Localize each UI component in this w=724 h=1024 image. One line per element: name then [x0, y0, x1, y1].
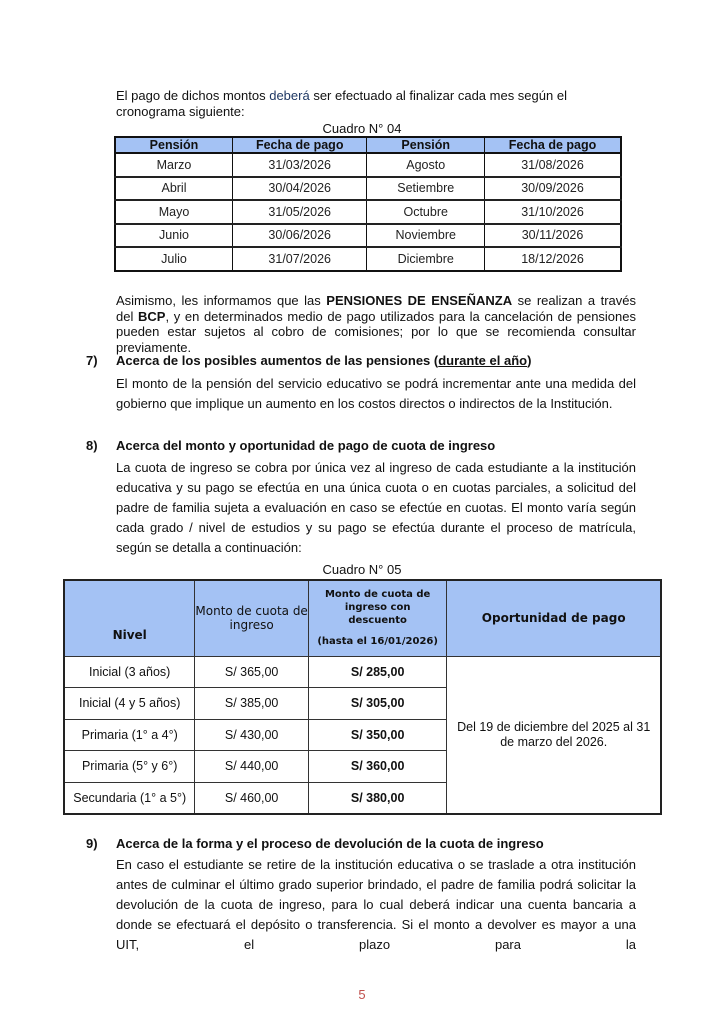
- header-fecha-1: Fecha de pago: [232, 137, 366, 153]
- pension-month: Julio: [115, 247, 232, 271]
- bcp-bold-pensiones: PENSIONES DE ENSEÑANZA: [326, 293, 513, 308]
- payment-date: 30/04/2026: [232, 177, 366, 201]
- header-fecha-2: Fecha de pago: [485, 137, 621, 153]
- bcp-text-2: se realizan a través del: [116, 293, 636, 324]
- monto-cell: S/ 440,00: [195, 751, 309, 783]
- header-pension-1: Pensión: [115, 137, 232, 153]
- pension-month: Setiembre: [367, 177, 485, 201]
- section8-body: La cuota de ingreso se cobra por única vez al ingreso de cada estudiante a la institución educativa y su pago se efectúa en una única cuota o en cuotas parciales, a solicitud del padre de familia sujeta a evaluación en caso se efectúe en cuotas. El monto varía según cada grado / nivel de estudios y su pago se efectúa durante el proceso de matrícula, según se detalla a continuación:: [116, 460, 636, 555]
- descuento-cell: S/ 305,00: [308, 688, 447, 720]
- pension-month: Noviembre: [367, 224, 485, 248]
- intro-paragraph: [116, 88, 636, 120]
- payment-date: 18/12/2026: [485, 247, 621, 271]
- cuadro05-header-row: [64, 580, 661, 656]
- pension-month: Junio: [115, 224, 232, 248]
- bcp-bold-bank: BCP: [138, 308, 166, 324]
- bcp-text-3: , y en determinados medio de pago utilizados para la cancelación de pensiones pueden estar sujetos al cobro de comisiones; por lo que se recomienda consultar previamente.: [116, 308, 637, 355]
- section7-title-end: ): [527, 353, 532, 368]
- payment-date: 31/10/2026: [485, 200, 621, 224]
- section7-title-text: Acerca de los posibles aumentos de las pensiones (: [116, 353, 439, 368]
- header-pension-2: Pensión: [367, 137, 485, 153]
- pension-month: Octubre: [367, 200, 485, 224]
- pension-month: Mayo: [115, 200, 232, 224]
- monto-cell: S/ 460,00: [195, 782, 309, 814]
- cuadro05-caption: Cuadro N° 05: [322, 562, 402, 577]
- header-monto: [195, 580, 309, 656]
- descuento-cell: S/ 285,00: [308, 656, 447, 688]
- oportunidad-cell: Del 19 de diciembre del 2025 al 31 de marzo del 2026.: [447, 656, 661, 814]
- table-row: [115, 153, 621, 177]
- payment-date: 30/11/2026: [485, 224, 621, 248]
- descuento-cell: S/ 350,00: [308, 719, 447, 751]
- section7-title-underlined: durante el año: [438, 353, 528, 368]
- section7-body: El monto de la pensión del servicio educativo se podrá incrementar ante una medida del gobierno que implique un aumento en los costos directos o indirectos de la Institución.: [116, 376, 636, 411]
- monto-cell: S/ 385,00: [195, 688, 309, 720]
- section8-title: Acerca del monto y oportunidad de pago de cuota de ingreso: [116, 438, 496, 453]
- cuadro04-table: [114, 136, 622, 272]
- header-descuento: [308, 580, 447, 656]
- table-row: [64, 656, 661, 688]
- section7-number: 7): [86, 353, 98, 368]
- intro-text-start: El pago de dichos montos: [116, 88, 270, 103]
- intro-highlight-word: deberá: [269, 88, 310, 103]
- cuadro04-header-row: [115, 137, 621, 153]
- section9-title: Acerca de la forma y el proceso de devolución de la cuota de ingreso: [116, 836, 544, 851]
- cuadro05-table: [63, 579, 662, 815]
- page-number: 5: [358, 987, 366, 1002]
- intro-text-end: ser efectuado al finalizar cada mes según el cronograma siguiente:: [116, 88, 567, 119]
- section8-number: 8): [86, 438, 98, 453]
- section9-number: 9): [86, 836, 98, 851]
- nivel-cell: Primaria (5° y 6°): [64, 751, 195, 783]
- pension-month: Diciembre: [367, 247, 485, 271]
- payment-date: 30/06/2026: [232, 224, 366, 248]
- header-descuento-date: (hasta el 16/01/2026): [317, 636, 438, 648]
- payment-date: 31/05/2026: [232, 200, 366, 224]
- section9-body: En caso el estudiante se retire de la institución educativa o se traslade a otra institución antes de culminar el último grado superior brindado, el padre de familia podrá solicitar la devolución de la cuota de ingreso, para lo cual deberá indicar una cuenta bancaria a donde se efectuará el depósito o transferencia. Si el monto a devolver es mayor a una UIT, el plazo para la: [116, 857, 636, 952]
- header-oportunidad: Oportunidad de pago: [447, 580, 661, 656]
- nivel-cell: Inicial (4 y 5 años): [64, 688, 195, 720]
- payment-date: 31/08/2026: [485, 153, 621, 177]
- table-row: [115, 177, 621, 201]
- monto-cell: S/ 365,00: [195, 656, 309, 688]
- table-row: [115, 200, 621, 224]
- cuadro04-caption: Cuadro N° 04: [322, 121, 402, 136]
- descuento-cell: S/ 380,00: [308, 782, 447, 814]
- header-nivel: Nivel: [64, 580, 195, 656]
- header-descuento-text: Monto de cuota de ingreso con descuento: [324, 589, 431, 627]
- table-row: [115, 247, 621, 271]
- nivel-cell: Inicial (3 años): [64, 656, 195, 688]
- table-row: [115, 224, 621, 248]
- descuento-cell: S/ 360,00: [308, 751, 447, 783]
- section7-title: [116, 353, 531, 368]
- bcp-text-1: Asimismo, les informamos que las: [116, 293, 327, 308]
- pension-month: Marzo: [115, 153, 232, 177]
- nivel-cell: Primaria (1° a 4°): [64, 719, 195, 751]
- pension-month: Abril: [115, 177, 232, 201]
- pension-month: Agosto: [367, 153, 485, 177]
- nivel-cell: Secundaria (1° a 5°): [64, 782, 195, 814]
- payment-date: 31/07/2026: [232, 247, 366, 271]
- bcp-paragraph: [116, 293, 636, 355]
- monto-cell: S/ 430,00: [195, 719, 309, 751]
- payment-date: 30/09/2026: [485, 177, 621, 201]
- payment-date: 31/03/2026: [232, 153, 366, 177]
- header-monto-text: Monto de cuota de ingreso: [195, 604, 308, 633]
